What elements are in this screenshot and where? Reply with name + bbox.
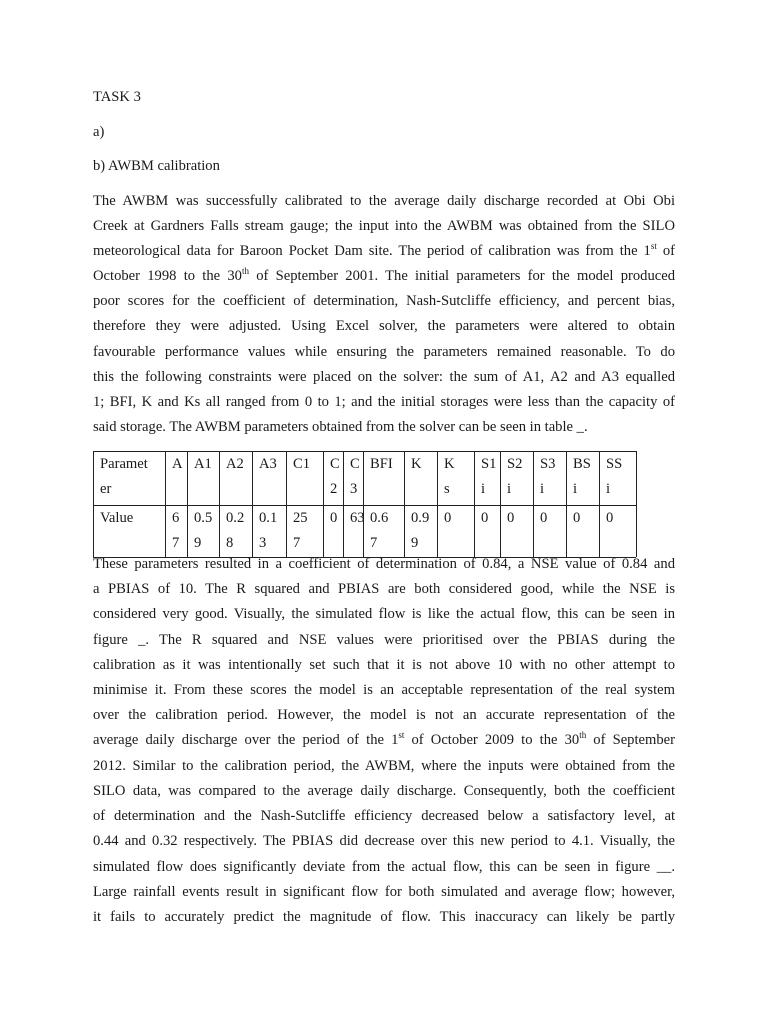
table-value-cell: Value (100, 510, 134, 526)
table-value-cell: 63 (350, 510, 365, 526)
para-line: poor scores for the coefficient of determination, Nash-Sutcliffe efficiency, and percent bias, (93, 293, 675, 309)
table-header-cell: i (481, 481, 486, 497)
table-header-cell: A (172, 456, 183, 472)
table-gridline (286, 451, 287, 557)
parameter-table (93, 451, 675, 557)
table-gridline (437, 451, 438, 557)
para-line: favourable performance values while ensuring the parameters remained reasonable. To do (93, 344, 675, 360)
table-gridline (219, 451, 220, 557)
table-gridline (363, 451, 364, 557)
table-header-cell: A3 (259, 456, 277, 472)
table-value-cell: 7 (370, 535, 378, 551)
para-line: of determination and the Nash-Sutcliffe efficiency decreased below a satisfactory level, at (93, 808, 675, 824)
table-value-cell: 0 (330, 510, 338, 526)
table-gridline (187, 451, 188, 557)
task-heading: TASK 3 (93, 89, 141, 105)
para-line: October 1998 to the 30th of September 2001. The initial parameters for the model produced (93, 266, 675, 284)
table-value-cell: 0.1 (259, 510, 278, 526)
table-value-cell: 8 (226, 535, 234, 551)
table-value-cell: 3 (259, 535, 267, 551)
table-value-cell: 0 (606, 510, 614, 526)
table-header-cell: C (350, 456, 360, 472)
table-header-cell: A2 (226, 456, 244, 472)
table-header-cell: A1 (194, 456, 212, 472)
para-line: These parameters resulted in a coefficient of determination of 0.84, a NSE value of 0.84 and (93, 556, 675, 572)
para-line: SILO data, was compared to the average daily discharge. Consequently, both the coefficient (93, 783, 675, 799)
table-value-cell: 7 (172, 535, 180, 551)
table-value-cell: 0 (444, 510, 452, 526)
para-line: said storage. The AWBM parameters obtained from the solver can be seen in table _. (93, 419, 588, 435)
para-line: considered very good. Visually, the simulated flow is like the actual flow, this can be seen in (93, 606, 675, 622)
table-value-cell: 0 (507, 510, 515, 526)
table-header-cell: 3 (350, 481, 358, 497)
para-line: meteorological data for Baroon Pocket Dam site. The period of calibration was from the 1st of (93, 241, 675, 259)
para-line: over the calibration period. However, the model is not an accurate representation of the (93, 707, 675, 723)
table-value-cell: 9 (411, 535, 419, 551)
table-gridline (566, 451, 567, 557)
table-value-cell: 0 (573, 510, 581, 526)
table-header-cell: S1 (481, 456, 497, 472)
table-header-cell: K (444, 456, 455, 472)
table-header-cell: C (330, 456, 340, 472)
table-header-cell: BFI (370, 456, 393, 472)
table-gridline (165, 451, 166, 557)
table-gridline (636, 451, 637, 557)
para-line: figure _. The R squared and NSE values were prioritised over the PBIAS during the (93, 632, 675, 648)
table-gridline (500, 451, 501, 557)
para-line: average daily discharge over the period of the 1st of October 2009 to the 30th of September (93, 730, 675, 748)
para-line: The AWBM was successfully calibrated to the average daily discharge recorded at Obi Obi (93, 193, 675, 209)
table-header-cell: Paramet (100, 456, 148, 472)
table-value-cell: 9 (194, 535, 202, 551)
table-header-cell: i (507, 481, 512, 497)
item-a: a) (93, 124, 105, 140)
table-value-cell: 0.9 (411, 510, 430, 526)
para-line: this the following constraints were placed on the solver: the sum of A1, A2 and A3 equalled (93, 369, 675, 385)
para-line: simulated flow does significantly deviate from the actual flow, this can be seen in figure __. (93, 859, 675, 875)
table-value-cell: 6 (172, 510, 180, 526)
para-line: Creek at Gardners Falls stream gauge; the input into the AWBM was obtained from the SILO (93, 218, 675, 234)
table-header-cell: S3 (540, 456, 556, 472)
para-line: therefore they were adjusted. Using Excel solver, the parameters were altered to obtain (93, 318, 675, 334)
table-value-cell: 25 (293, 510, 308, 526)
table-header-cell: i (540, 481, 545, 497)
para-line: calibration as it was intentionally set such that it is not above 10 with no other attempt to (93, 657, 675, 673)
table-header-cell: C1 (293, 456, 311, 472)
table-value-cell: 0.2 (226, 510, 245, 526)
table-header-cell: S2 (507, 456, 523, 472)
para-line: 0.44 and 0.32 respectively. The PBIAS did decrease over this new period to 4.1. Visually, the (93, 833, 675, 849)
table-gridline (404, 451, 405, 557)
table-gridline (474, 451, 475, 557)
table-gridline (252, 451, 253, 557)
table-header-cell: K (411, 456, 422, 472)
para-line: Large rainfall events result in significant flow for both simulated and average flow; however, (93, 884, 675, 900)
table-header-cell: er (100, 481, 112, 497)
table-value-cell: 0.5 (194, 510, 213, 526)
para-line: it fails to accurately predict the magnitude of flow. This inaccuracy can likely be partly (93, 909, 675, 925)
table-value-cell: 7 (293, 535, 301, 551)
table-value-cell: 0 (481, 510, 489, 526)
item-b-heading: b) AWBM calibration (93, 158, 220, 174)
table-header-cell: 2 (330, 481, 338, 497)
table-gridline (323, 451, 324, 557)
table-gridline (599, 451, 600, 557)
table-value-cell: 0.6 (370, 510, 389, 526)
table-header-cell: i (606, 481, 611, 497)
para-line: a PBIAS of 10. The R squared and PBIAS are both considered good, while the NSE is (93, 581, 675, 597)
para-line: 1; BFI, K and Ks all ranged from 0 to 1; and the initial storages were less than the capacity of (93, 394, 675, 410)
table-header-cell: s (444, 481, 450, 497)
table-gridline (533, 451, 534, 557)
table-header-cell: BS (573, 456, 591, 472)
table-value-cell: 0 (540, 510, 548, 526)
para-line: 2012. Similar to the calibration period, the AWBM, where the inputs were obtained from the (93, 758, 675, 774)
table-header-cell: i (573, 481, 578, 497)
table-gridline (343, 451, 344, 557)
para-line: minimise it. From these scores the model is an acceptable representation of the real system (93, 682, 675, 698)
table-gridline (93, 451, 94, 557)
table-header-cell: SS (606, 456, 623, 472)
